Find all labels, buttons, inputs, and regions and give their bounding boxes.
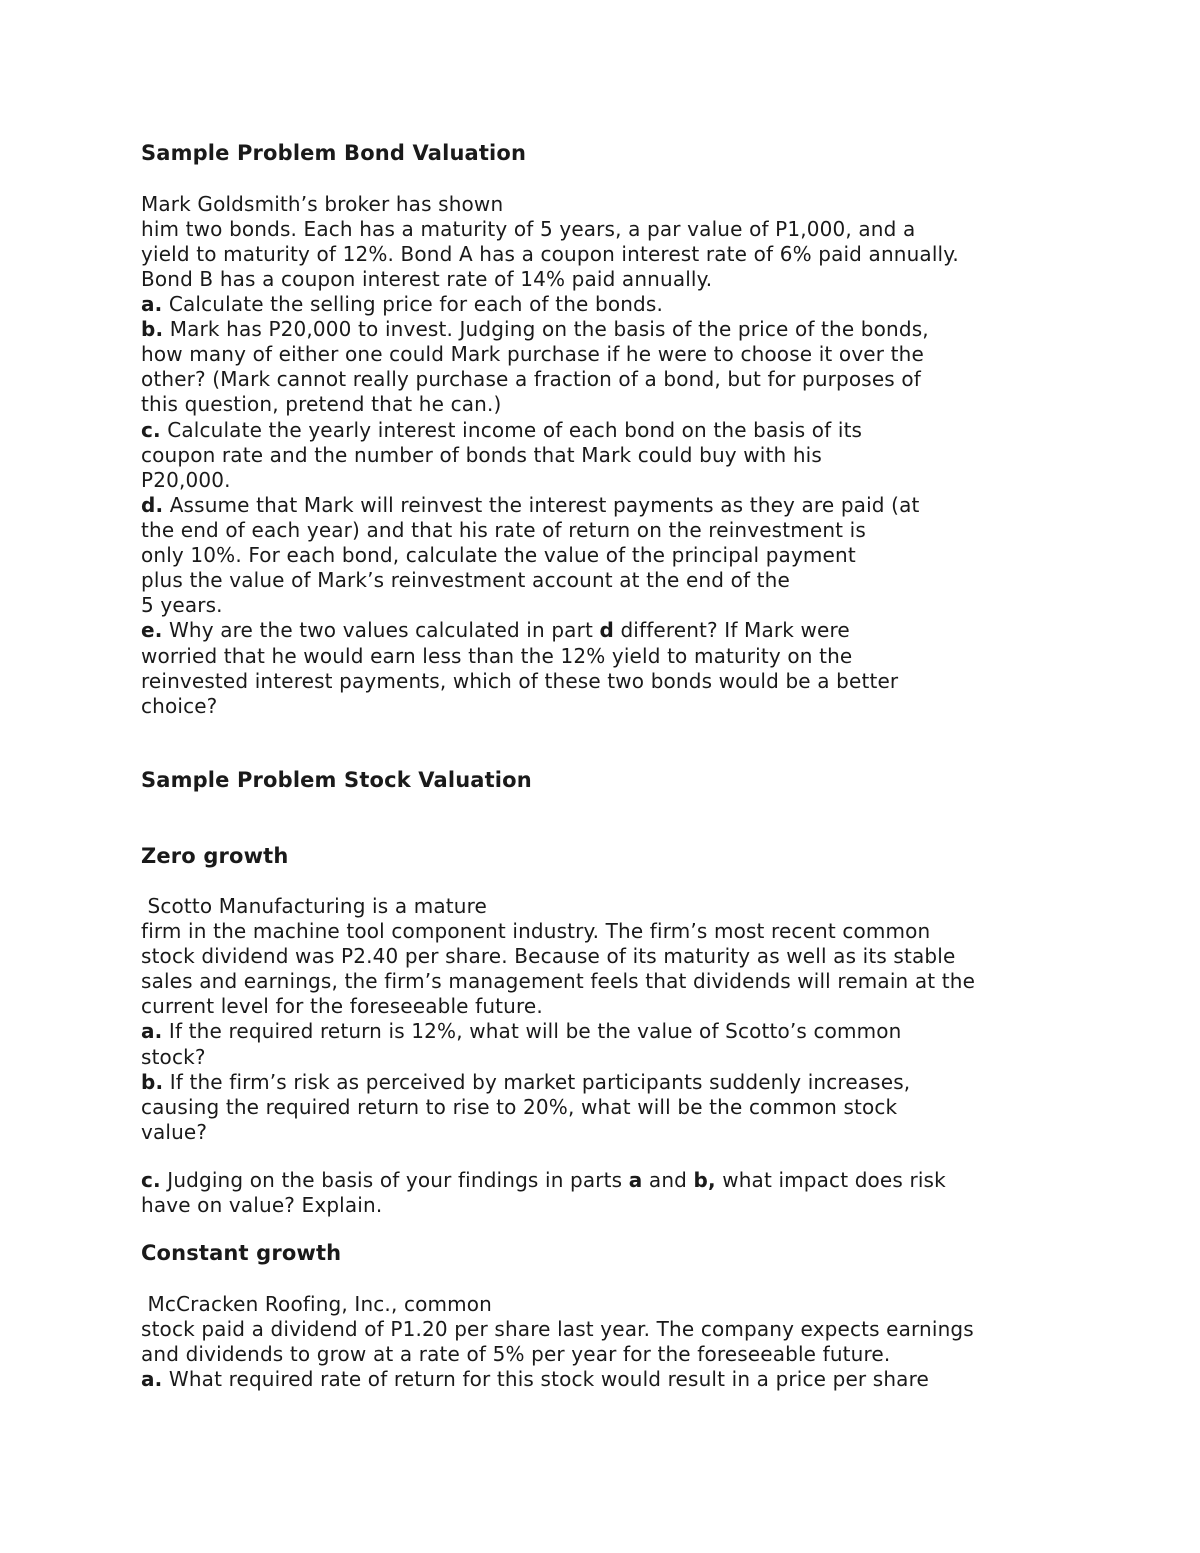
question-text: what impact does risk — [715, 1168, 946, 1192]
part-reference: b, — [693, 1168, 716, 1192]
question-text: Assume that Mark will reinvest the interest payments as they are paid (at — [163, 493, 920, 517]
bond-question-b-line: this question, pretend that he can.) — [141, 392, 502, 416]
constant-question-a — [141, 1367, 929, 1392]
bond-question-c-line: P20,000. — [141, 468, 231, 492]
bond-intro-line: yield to maturity of 12%. Bond A has a coupon interest rate of 6% paid annually. — [141, 242, 959, 266]
bond-question-e-line: choice? — [141, 694, 218, 718]
question-label: d. — [141, 493, 164, 517]
bond-intro-line: Mark Goldsmith’s broker has shown — [141, 192, 504, 216]
bond-question-e-line: reinvested interest payments, which of these two bonds would be a better — [141, 669, 899, 693]
constant-intro-line: McCracken Roofing, Inc., common — [141, 1292, 492, 1316]
zero-question-b-line: causing the required return to rise to 20%, what will be the common stock — [141, 1095, 898, 1119]
stock-heading: Sample Problem Stock Valuation — [141, 768, 532, 792]
question-text: What required rate of return for this stock would result in a price per share — [162, 1367, 929, 1391]
bond-question-a — [141, 292, 663, 317]
zero-intro-line: current level for the foreseeable future. — [141, 994, 543, 1018]
question-text: Why are the two values calculated in part — [162, 618, 600, 642]
question-label: c. — [141, 418, 161, 442]
constant-growth-heading: Constant growth — [141, 1241, 342, 1265]
bond-question-d-line: plus the value of Mark’s reinvestment account at the end of the — [141, 568, 790, 592]
question-text: Calculate the yearly interest income of each bond on the basis of its — [160, 418, 863, 442]
bond-question-c — [141, 418, 862, 443]
question-text: If the firm’s risk as perceived by market participants suddenly increases, — [163, 1070, 911, 1094]
constant-intro-line: stock paid a dividend of P1.20 per share last year. The company expects earnings — [141, 1317, 974, 1341]
bond-question-d — [141, 493, 919, 518]
question-label: c. — [141, 1168, 161, 1192]
question-text: Judging on the basis of your findings in parts — [160, 1168, 629, 1192]
zero-question-a-line: stock? — [141, 1045, 206, 1069]
bond-heading: Sample Problem Bond Valuation — [141, 141, 527, 165]
question-text: and — [642, 1168, 694, 1192]
bond-question-b — [141, 317, 929, 342]
bond-question-e-line: worried that he would earn less than the 12% yield to maturity on the — [141, 644, 853, 668]
bond-question-d-line: 5 years. — [141, 593, 223, 617]
zero-intro-line: firm in the machine tool component industry. The firm’s most recent common — [141, 919, 931, 943]
zero-question-b — [141, 1070, 910, 1095]
question-label: a. — [141, 1367, 163, 1391]
zero-intro-line: stock dividend was P2.40 per share. Because of its maturity as well as its stable — [141, 944, 956, 968]
bond-question-b-line: how many of either one could Mark purchase if he were to choose it over the — [141, 342, 924, 366]
question-label: a. — [141, 1019, 163, 1043]
bond-question-e — [141, 618, 850, 643]
question-text: Calculate the selling price for each of the bonds. — [162, 292, 663, 316]
question-text: Mark has P20,000 to invest. Judging on the basis of the price of the bonds, — [163, 317, 929, 341]
zero-question-a — [141, 1019, 901, 1044]
bond-question-c-line: coupon rate and the number of bonds that Mark could buy with his — [141, 443, 822, 467]
question-label: e. — [141, 618, 163, 642]
zero-question-c-line: have on value? Explain. — [141, 1193, 383, 1217]
zero-question-c — [141, 1168, 946, 1193]
bond-question-d-line: only 10%. For each bond, calculate the value of the principal payment — [141, 543, 856, 567]
bond-question-d-line: the end of each year) and that his rate of return on the reinvestment is — [141, 518, 866, 542]
question-text: If the required return is 12%, what will be the value of Scotto’s common — [162, 1019, 902, 1043]
part-reference: d — [599, 618, 614, 642]
question-label: b. — [141, 1070, 164, 1094]
bond-intro-line: him two bonds. Each has a maturity of 5 years, a par value of P1,000, and a — [141, 217, 916, 241]
bond-intro-line: Bond B has a coupon interest rate of 14% paid annually. — [141, 267, 713, 291]
zero-growth-heading: Zero growth — [141, 844, 289, 868]
constant-intro-line: and dividends to grow at a rate of 5% per year for the foreseeable future. — [141, 1342, 891, 1366]
zero-intro-line: Scotto Manufacturing is a mature — [141, 894, 487, 918]
question-label: a. — [141, 292, 163, 316]
zero-question-b-line: value? — [141, 1120, 208, 1144]
part-reference: a — [628, 1168, 643, 1192]
question-text: different? If Mark were — [613, 618, 850, 642]
question-label: b. — [141, 317, 164, 341]
bond-question-b-line: other? (Mark cannot really purchase a fraction of a bond, but for purposes of — [141, 367, 921, 391]
zero-intro-line: sales and earnings, the firm’s management feels that dividends will remain at the — [141, 969, 976, 993]
